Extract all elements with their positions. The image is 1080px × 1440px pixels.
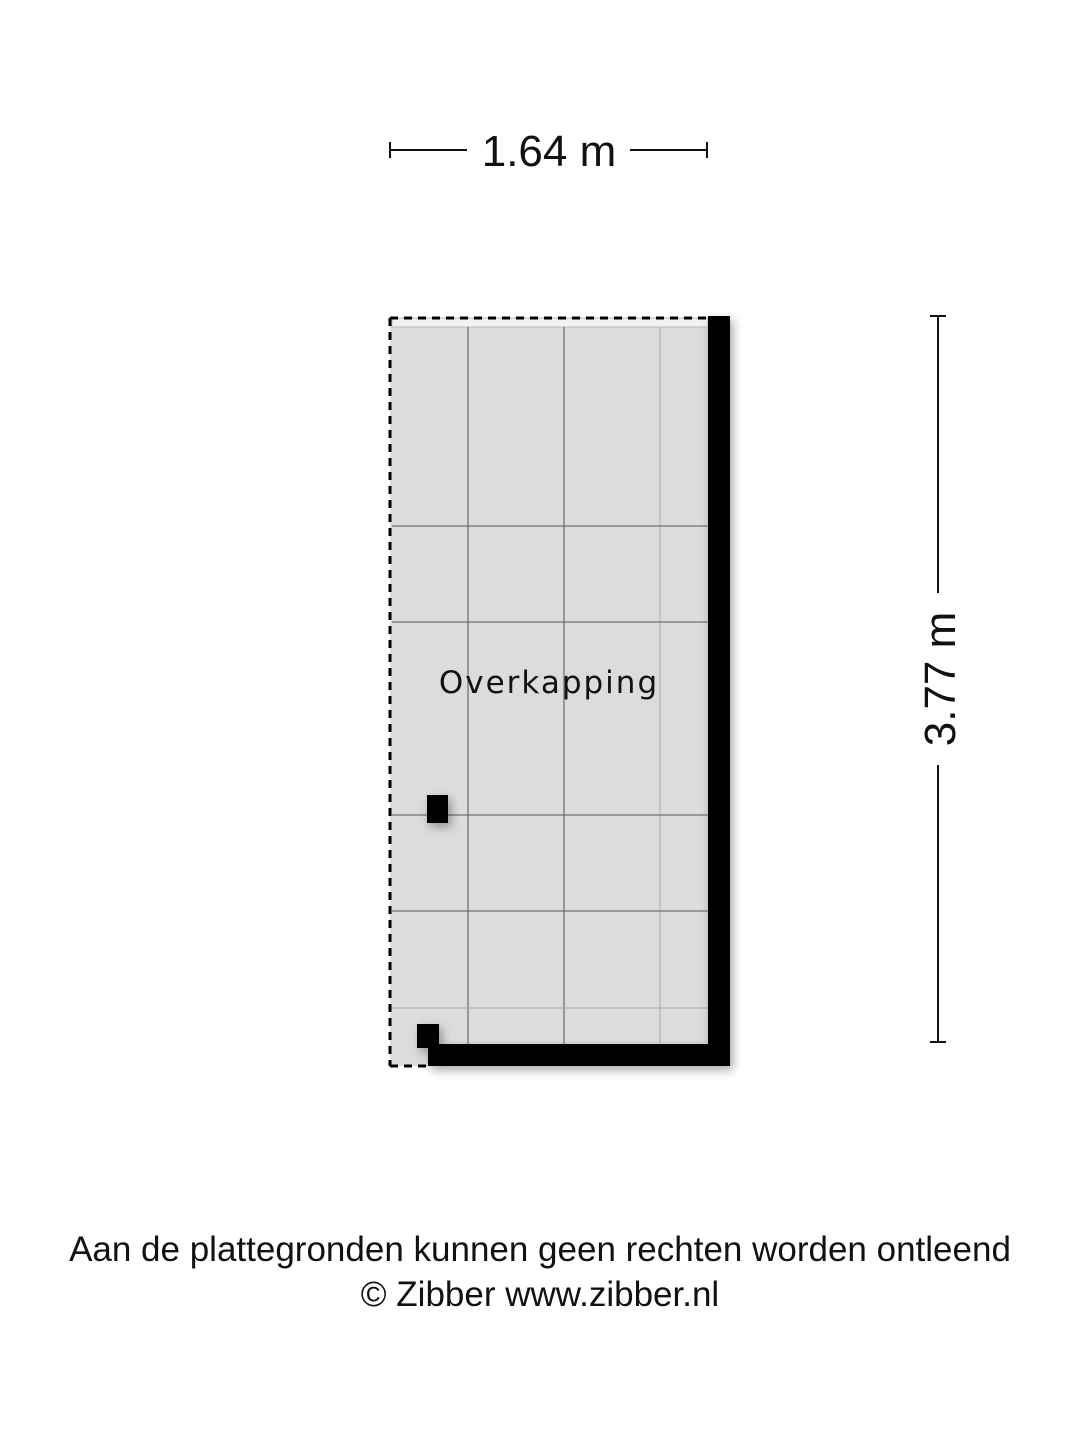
room-label: Overkapping — [438, 665, 660, 701]
width-dimension-label: 1.64 m — [481, 127, 617, 176]
copyright-text: © Zibber www.zibber.nl — [360, 1275, 720, 1314]
room-overkapping — [390, 316, 730, 1066]
height-dimension-label: 3.77 m — [916, 611, 965, 747]
column-bottom-left — [417, 1024, 439, 1048]
column-middle-left — [427, 795, 448, 823]
wall-bottom — [428, 1044, 730, 1066]
wall-right — [708, 316, 730, 1066]
width-dimension — [390, 127, 707, 176]
disclaimer-text: Aan de plattegronden kunnen geen rechten worden ontleend — [69, 1230, 1011, 1269]
height-dimension — [916, 316, 965, 1042]
